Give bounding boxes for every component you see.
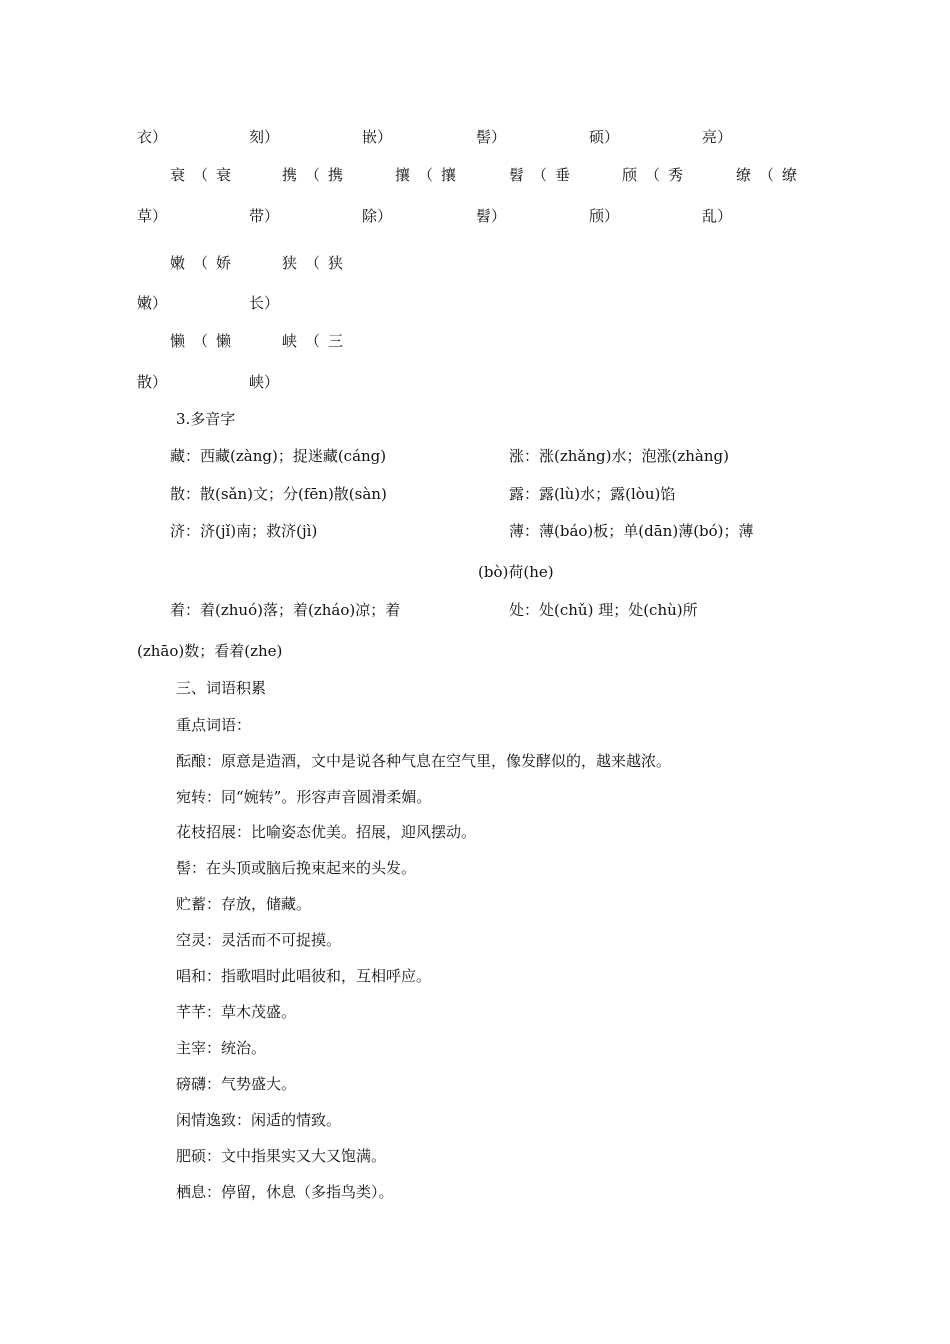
polyphone-right-item: 处：处(chǔ) 理；处(chù)所: [509, 601, 698, 619]
vocab-item: 芊芊：草木茂盛。: [176, 1003, 297, 1021]
polyphone-right-item: 薄：薄(báo)板；单(dān)薄(bó)；薄: [509, 522, 754, 540]
vocab-item: 栖息：停留，休息（多指鸟类）。: [176, 1183, 394, 1201]
vocab-item: 贮蓄：存放，储藏。: [176, 895, 312, 913]
table-cell: 狭（狭: [282, 254, 352, 272]
table-cell: 颀（秀: [622, 166, 692, 184]
table-cell: 散）: [137, 373, 168, 391]
table-cell: 懒（懒: [170, 332, 240, 350]
table-cell: 衣）: [137, 128, 168, 146]
table-cell: 攘（攘: [395, 166, 465, 184]
vocab-item: 磅礴：气势盛大。: [176, 1075, 297, 1093]
table-cell: 带）: [249, 207, 280, 225]
table-cell: 长）: [249, 294, 280, 312]
table-cell: 峡（三: [282, 332, 352, 350]
vocab-item: 唱和：指歌唱时此唱彼和，互相呼应。: [176, 967, 432, 985]
table-cell: 刻）: [249, 128, 280, 146]
section-subheading: 重点词语：: [176, 716, 252, 734]
table-cell: 峡）: [249, 373, 280, 391]
table-cell: 携（携: [282, 166, 352, 184]
table-cell: 硕）: [589, 128, 620, 146]
polyphone-left-item: 济：济(jǐ)南；救济(jì): [170, 522, 318, 540]
table-cell: 除）: [362, 207, 393, 225]
table-cell: 乱）: [702, 207, 733, 225]
polyphone-right-cont: (bò)荷(he): [478, 563, 554, 581]
polyphone-left-item: 藏：西藏(zàng)；捉迷藏(cáng): [170, 447, 387, 465]
vocab-item: 髻：在头顶或脑后挽束起来的头发。: [176, 859, 417, 877]
table-cell: 髻）: [476, 128, 507, 146]
vocab-item: 主宰：统治。: [176, 1039, 267, 1057]
section-heading: 3.多音字: [176, 410, 236, 428]
table-cell: 衰（衰: [170, 166, 240, 184]
table-cell: 髫（垂: [509, 166, 579, 184]
table-cell: 颀）: [589, 207, 620, 225]
section-heading: 三、词语积累: [176, 679, 267, 697]
table-cell: 缭（缭: [736, 166, 806, 184]
vocab-item: 空灵：灵活而不可捉摸。: [176, 931, 342, 949]
vocab-item: 肥硕：文中指果实又大又饱满。: [176, 1147, 387, 1165]
polyphone-left-item: 着：着(zhuó)落；着(zháo)凉；着: [170, 601, 401, 619]
vocab-item: 花枝招展：比喻姿态优美。招展，迎风摆动。: [176, 823, 477, 841]
vocab-item: 闲情逸致：闲适的情致。: [176, 1111, 342, 1129]
table-cell: 嫩（娇: [170, 254, 240, 272]
vocab-item: 酝酿：原意是造酒，文中是说各种气息在空气里，像发酵似的，越来越浓。: [176, 752, 672, 770]
table-cell: 亮）: [702, 128, 733, 146]
polyphone-left-item: 散：散(sǎn)文；分(fēn)散(sàn): [170, 485, 387, 503]
table-cell: 髫）: [476, 207, 507, 225]
polyphone-left-cont: (zhāo)数；看着(zhe): [137, 642, 283, 660]
vocab-item: 宛转：同“婉转”。形容声音圆滑柔媚。: [176, 788, 432, 806]
table-cell: 嫩）: [137, 294, 168, 312]
table-cell: 草）: [137, 207, 168, 225]
polyphone-right-item: 露：露(lù)水；露(lòu)馅: [509, 485, 676, 503]
table-cell: 嵌）: [362, 128, 393, 146]
polyphone-right-item: 涨：涨(zhǎng)水；泡涨(zhàng): [509, 447, 729, 465]
